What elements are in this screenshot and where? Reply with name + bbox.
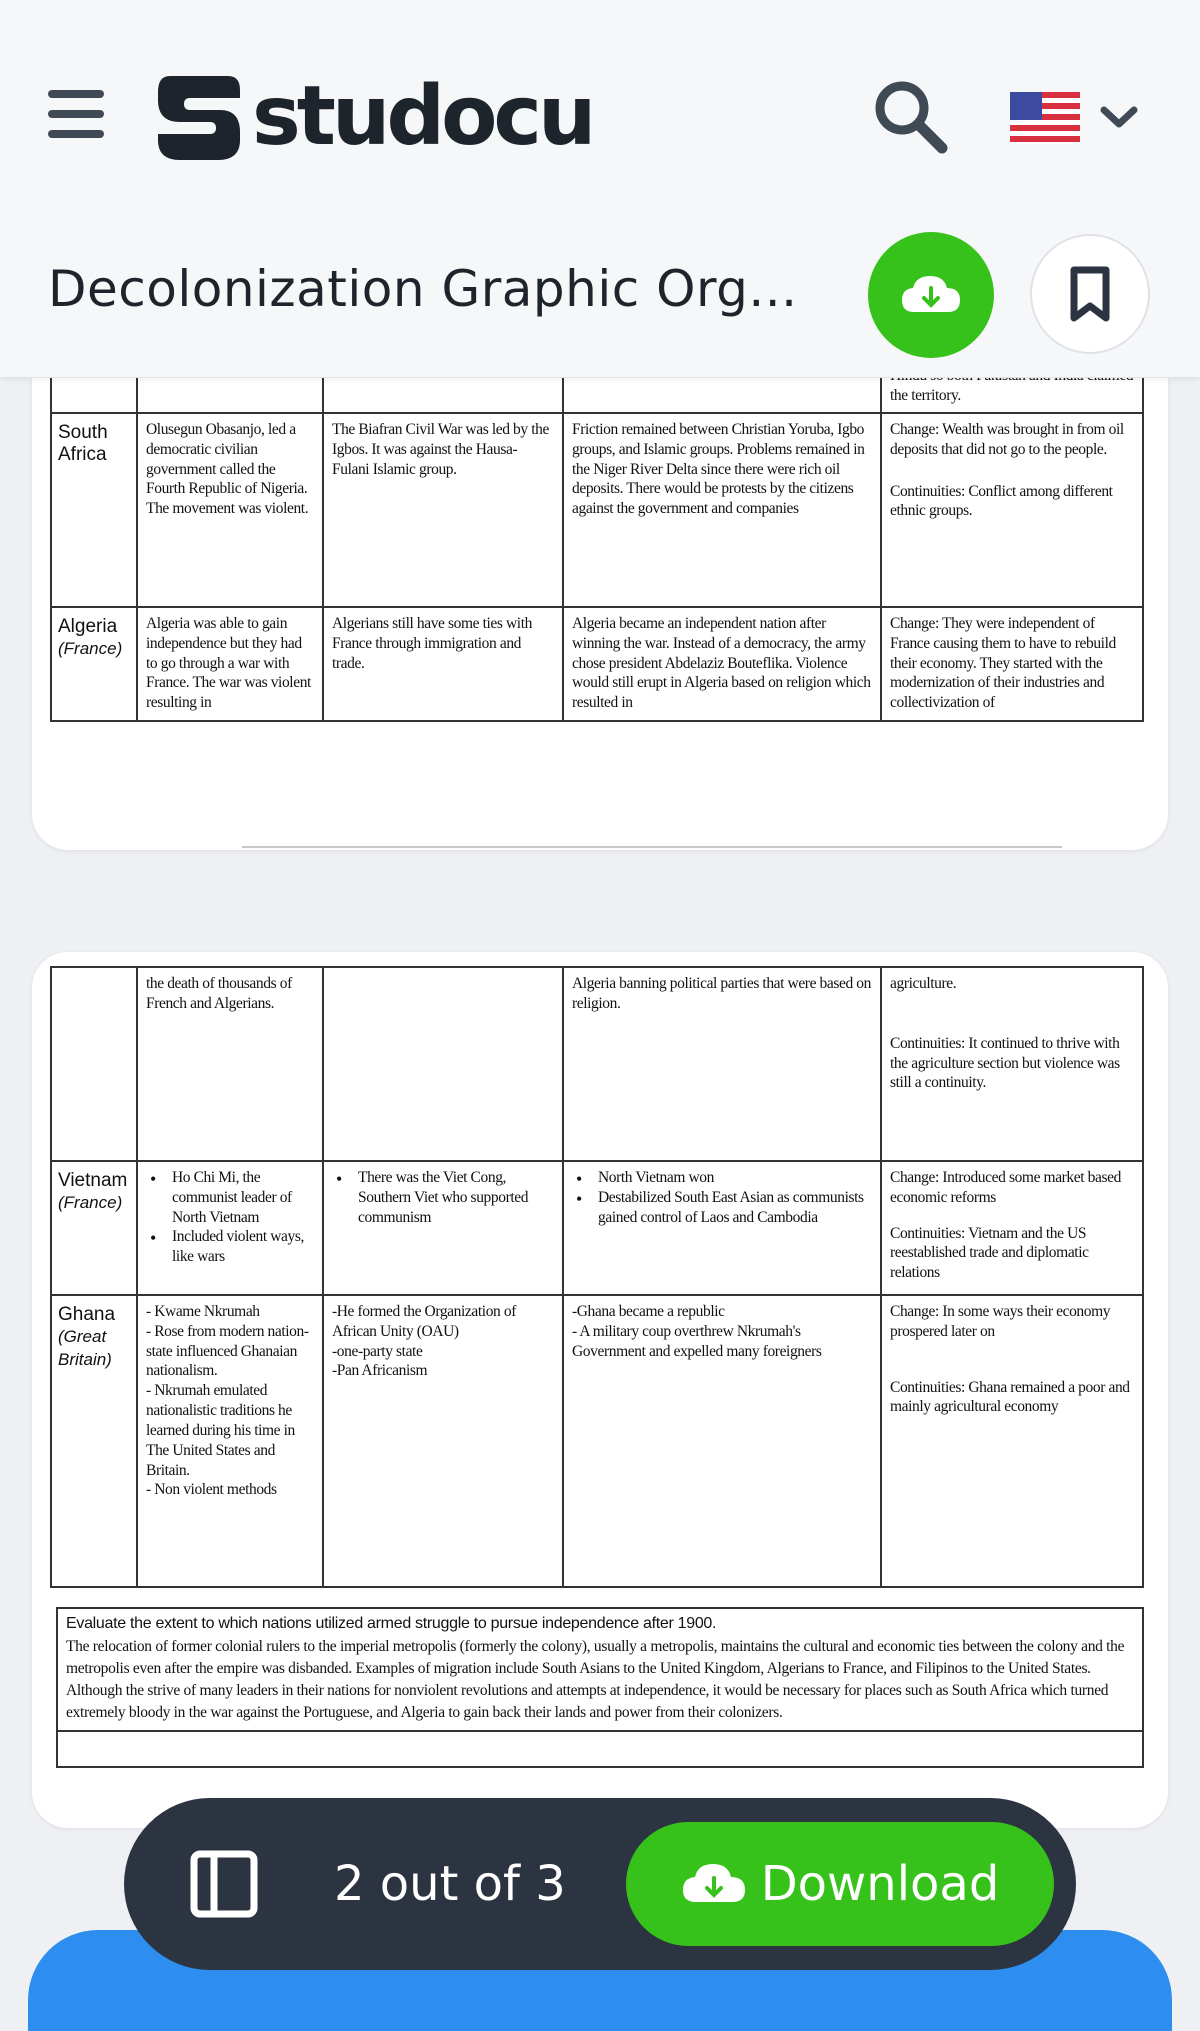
sidebar-toggle-icon[interactable] <box>190 1850 258 1918</box>
country-region: (France) <box>58 1193 123 1213</box>
country-cell <box>51 607 137 721</box>
download-label: Download <box>760 1856 1000 1912</box>
logo-text: studocu <box>252 68 593 164</box>
country-name: Vietnam <box>58 1170 128 1191</box>
table-cell: Algeria was able to gain independence but they had to go through a war with France. The war was violent resulting in <box>137 607 323 721</box>
document-title: Decolonization Graphic Org... <box>48 260 798 318</box>
evaluate-answer: The relocation of former colonial rulers to the imperial metropolis (formerly the colony), usually a metropolis, maintains the cultural and economic ties between the colony and the metropolis even after the empire was disbanded. Examples of migration include South Asians to the United Kingdom, Algerians to France, and Filipinos to the United States. Although the strive of many leaders in their nations for nonviolent revolutions and attempts at independence, it would be necessary for places such as South Africa which turned extremely bloody in the war against the Portuguese, and Algeria to gain back their lands and power from their colonizers. <box>66 1637 1125 1721</box>
table-cell <box>563 1295 881 1587</box>
cell-line: -He formed the Organization of African Unity (OAU) <box>332 1303 516 1340</box>
change-text: Change: In some ways their economy prospered later on <box>890 1303 1111 1340</box>
table-cell: the death of thousands of French and Algerians. <box>137 967 323 1161</box>
table-cell <box>881 1295 1143 1587</box>
download-button[interactable] <box>626 1822 1054 1946</box>
cloud-download-icon <box>681 1860 747 1908</box>
hamburger-icon[interactable] <box>48 90 104 140</box>
table-row <box>51 1161 1143 1295</box>
table-row <box>51 1295 1143 1587</box>
title-row <box>0 232 1200 360</box>
us-flag-icon <box>1010 92 1080 144</box>
table-cell: Algeria banning political parties that were based on religion. <box>563 967 881 1161</box>
language-selector[interactable] <box>1010 90 1150 146</box>
country-cell <box>51 967 137 1161</box>
country-cell <box>51 1161 137 1295</box>
list-item: • Ho Chi Mi, the communist leader of North Vietnam <box>172 1168 314 1227</box>
table-cell: Friction remained between Christian Yoruba, Igbo groups, and Islamic groups. Problems remained in the Niger River Delta since there were rich oil deposits. There would be protests by the citizens against the government and companies <box>563 413 881 607</box>
evaluate-question: Evaluate the extent to which nations utilized armed struggle to pursue independence after 1900. <box>66 1615 717 1632</box>
list-item: • Included violent ways, like wars <box>172 1227 314 1267</box>
document-page-2 <box>32 952 1168 1828</box>
table-cell: the territory. <box>881 300 1143 413</box>
organizer-table-page-2 <box>50 966 1144 1588</box>
cell-line: - Non violent methods <box>146 1481 277 1499</box>
table-cell <box>563 1161 881 1295</box>
table-row <box>51 607 1143 721</box>
evaluate-box <box>56 1607 1144 1768</box>
table-cell: Change: They were independent of France causing them to have to rebuild their economy. They started with the modernization of their industries and collectivization of <box>881 607 1143 721</box>
table-cell <box>137 1295 323 1587</box>
table-cell <box>881 1161 1143 1295</box>
search-icon[interactable] <box>870 76 950 156</box>
table-cell: Olusegun Obasanjo, led a democratic civilian government called the Fourth Republic of Nigeria. The movement was violent. <box>137 413 323 607</box>
cell-line: - Kwame Nkrumah <box>146 1303 260 1320</box>
table-row <box>51 413 1143 607</box>
change-text: Change: Introduced some market based economic reforms <box>890 1169 1121 1206</box>
list-item: • There was the Viet Cong, Southern Viet who supported communism <box>358 1168 554 1227</box>
download-icon-button[interactable] <box>868 232 994 358</box>
continuities-text: Continuities: It continued to thrive with the agriculture section but violence was still a continuity. <box>890 1034 1120 1092</box>
cell-line: -Ghana became a republic <box>572 1303 725 1320</box>
page-divider <box>242 846 1062 848</box>
cell-line: - Rose from modern nation-state influenced Ghanaian nationalism. <box>146 1322 309 1380</box>
table-cell <box>323 967 563 1161</box>
cell-line: - A military coup overthrew Nkrumah's Government and expelled many foreigners <box>572 1322 822 1360</box>
cell-line: -Pan Africanism <box>332 1362 428 1380</box>
table-cell: Algerians still have some ties with France through immigration and trade. <box>323 607 563 721</box>
top-bar <box>0 0 1200 378</box>
document-page-1 <box>32 300 1168 850</box>
continuities-text: Continuities: Ghana remained a poor and mainly agricultural economy <box>890 1378 1130 1416</box>
country-cell <box>51 1295 137 1587</box>
country-name: Algeria <box>58 616 118 637</box>
bookmark-button[interactable] <box>1030 234 1150 354</box>
continuities-text: Continuities: Conflict among different ethnic groups. <box>890 482 1113 520</box>
studocu-logo[interactable] <box>150 68 592 164</box>
country-name: Ghana <box>58 1304 116 1325</box>
table-cell: The Biafran Civil War was led by the Igbos. It was against the Hausa-Fulani Islamic group. <box>323 413 563 607</box>
empty-answer-row <box>58 1730 1142 1766</box>
list-item: • Destabilized South East Asian as communists gained control of Laos and Cambodia <box>598 1188 872 1228</box>
bookmark-icon <box>1068 266 1112 322</box>
table-cell <box>881 413 1143 607</box>
table-cell: Algeria became an independent nation after winning the war. Instead of a democracy, the army chose president Abdelaziz Bouteflika. Violence would still erupt in Algeria based on religion which resulted in <box>563 607 881 721</box>
page-indicator: 2 out of 3 <box>334 1856 566 1912</box>
country-region: (Great Britain) <box>58 1327 112 1369</box>
chevron-down-icon <box>1094 98 1144 138</box>
bottom-toolbar <box>124 1798 1076 1970</box>
table-cell <box>323 1295 563 1587</box>
list-item: • North Vietnam won <box>598 1168 872 1188</box>
country-region: (France) <box>58 639 123 659</box>
table-cell <box>881 967 1143 1161</box>
cloud-download-icon <box>900 272 962 318</box>
table-cell <box>137 1161 323 1295</box>
cell-line: - Nkrumah emulated nationalistic traditions he learned during his time in The United States and Britain. <box>146 1382 295 1479</box>
continuities-text: Continuities: Vietnam and the US reestablished trade and diplomatic relations <box>890 1224 1089 1282</box>
table-row <box>51 967 1143 1161</box>
cell-line: -one-party state <box>332 1342 423 1360</box>
change-text: Change: Wealth was brought in from oil deposits that did not go to the people. <box>890 421 1124 458</box>
studocu-logo-mark <box>150 68 246 164</box>
country-cell: South Africa <box>51 413 137 607</box>
change-text: agriculture. <box>890 975 957 992</box>
table-cell <box>323 1161 563 1295</box>
